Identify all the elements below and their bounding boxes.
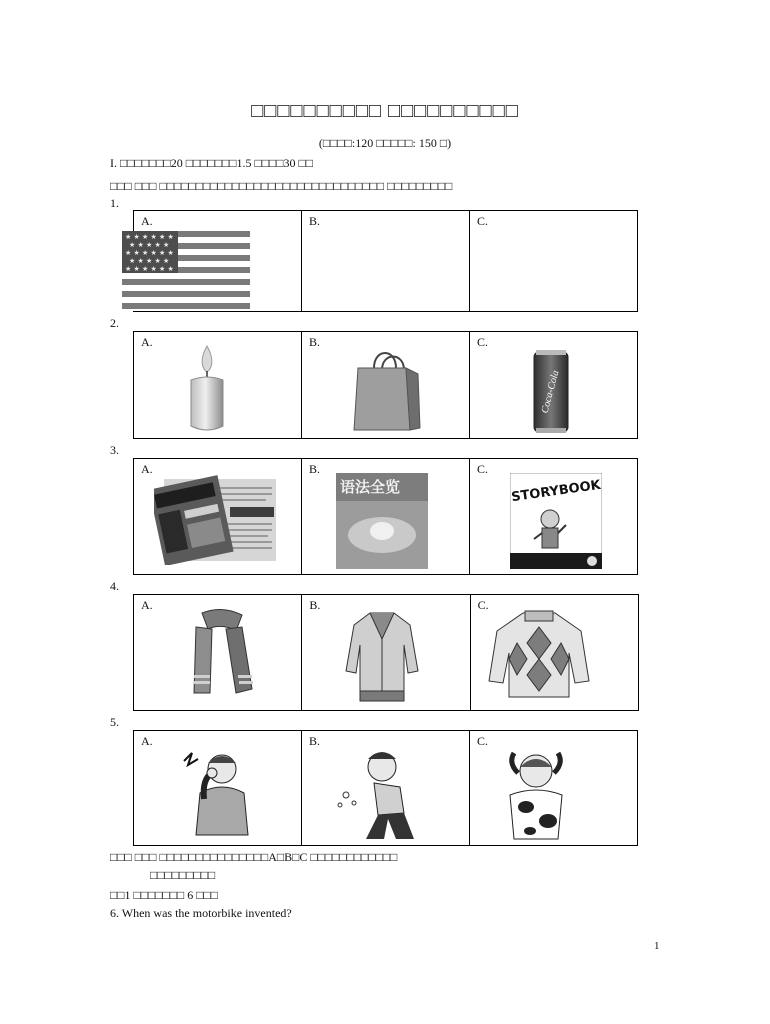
option-b[interactable]	[301, 595, 469, 710]
option-a[interactable]	[134, 459, 301, 574]
question-number: 5.	[110, 715, 119, 729]
option-label: A.	[141, 598, 153, 612]
option-a[interactable]	[134, 731, 301, 845]
grammar-book-image	[336, 473, 428, 569]
storybook-caption: STORYBOOK	[510, 477, 602, 506]
svg-text:★ ★ ★ ★ ★ ★: ★ ★ ★ ★ ★ ★	[125, 265, 174, 273]
option-label: C.	[477, 734, 489, 748]
option-c[interactable]	[469, 332, 637, 438]
svg-text:★ ★ ★ ★ ★ ★: ★ ★ ★ ★ ★ ★	[125, 249, 174, 257]
storybook-image	[510, 473, 602, 569]
option-label: B.	[309, 734, 321, 748]
option-label: C.	[477, 335, 489, 349]
question-2-options	[133, 331, 638, 439]
option-c[interactable]	[469, 211, 637, 311]
headache-person-image	[496, 743, 576, 843]
part2-instruction-continued: □□□□□□□□□	[150, 868, 216, 882]
question-6: 6. When was the motorbike invented?	[110, 906, 292, 920]
option-label: B.	[309, 214, 321, 228]
question-number: 2.	[110, 316, 119, 330]
option-label: C.	[477, 598, 489, 612]
part1-instruction: □□□ □□□ □□□□□□□□□□□□□□□□□□□□□□□□□□□□□□□ □□□□□□□□□	[110, 179, 453, 193]
coat-image	[342, 609, 422, 705]
option-label: A.	[141, 214, 153, 228]
svg-text:★ ★ ★ ★ ★: ★ ★ ★ ★ ★	[129, 241, 170, 249]
option-b[interactable]	[301, 332, 469, 438]
question-number: 3.	[110, 443, 119, 457]
question-1-options	[125, 210, 638, 312]
option-a[interactable]	[125, 211, 301, 311]
part2-sub-heading: □□1 □□□□□□□ 6 □□□	[110, 888, 218, 902]
question-number: 4.	[110, 579, 119, 593]
cola-can-caption: Coca-Cola	[539, 369, 562, 415]
exam-title: □□□□□□□□□□ □□□□□□□□□□	[251, 100, 519, 122]
option-label: C.	[477, 462, 489, 476]
svg-text:★ ★ ★ ★ ★ ★: ★ ★ ★ ★ ★ ★	[125, 233, 174, 241]
candle-image	[182, 344, 232, 436]
sweater-image	[487, 609, 591, 701]
toothache-person-image	[178, 743, 260, 843]
option-a[interactable]	[134, 595, 301, 710]
coughing-person-image	[326, 743, 422, 843]
option-b[interactable]	[301, 731, 469, 845]
scarf-image	[186, 607, 258, 699]
option-label: A.	[141, 734, 153, 748]
part2-instruction: □□□ □□□ □□□□□□□□□□□□□□□A□B□C □□□□□□□□□□□□	[110, 850, 398, 864]
grammar-book-caption: 语法全览	[340, 478, 401, 496]
option-label: B.	[309, 598, 321, 612]
newspapers-image	[154, 473, 278, 565]
question-number: 1.	[110, 196, 119, 210]
shopping-bag-image	[350, 344, 424, 434]
option-c[interactable]	[469, 459, 637, 574]
exam-subtitle: (□□□□:120 □□□□□: 150 □)	[318, 136, 452, 150]
option-label: C.	[477, 214, 489, 228]
page-number: 1	[654, 940, 660, 952]
option-label: A.	[141, 335, 153, 349]
option-c[interactable]	[469, 731, 637, 845]
question-4-options	[133, 594, 639, 711]
option-label: B.	[309, 335, 321, 349]
option-c[interactable]	[470, 595, 638, 710]
option-label: A.	[141, 462, 153, 476]
option-label: B.	[309, 462, 321, 476]
section1-heading: I. □□□□□□□20 □□□□□□□1.5 □□□□30 □□	[110, 156, 313, 170]
svg-text:★ ★ ★ ★ ★: ★ ★ ★ ★ ★	[129, 257, 170, 265]
option-b[interactable]	[301, 211, 469, 311]
american-flag-image	[122, 231, 250, 311]
option-a[interactable]	[134, 332, 301, 438]
question-5-options	[133, 730, 638, 846]
option-b[interactable]	[301, 459, 469, 574]
question-3-options	[133, 458, 638, 575]
cola-can-image	[526, 346, 576, 436]
